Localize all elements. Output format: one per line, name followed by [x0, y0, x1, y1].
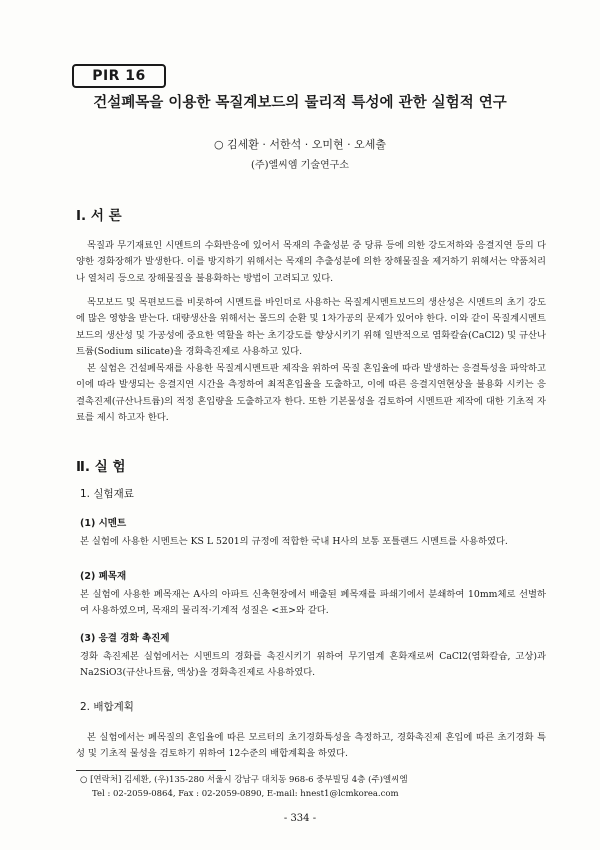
accelerator-heading: (3) 응결 경화 촉진제: [80, 633, 170, 644]
intro-paragraph-3: 본 실험은 건설폐목재를 사용한 목질계시멘트판 제작을 위하여 목질 혼입율에 따라 발생하는 응결특성을 파악하고 이에 따라 발생되는 응결지연 시간을 측정하여 최적혼입율을 도출하고, 이에 따른 응결지연현상을 불용화 시키는 응결촉진제(규산나트륨)의 적정 혼입량을 도출하고자 한다. 또한 기본물성을 검토하여 시멘트판 제작에 대한 기초적 자료를 제시 하고자 한다.: [76, 363, 546, 423]
mix-plan-paragraph: 본 실험에서는 폐목질의 혼입율에 따른 모르터의 초기경화특성을 측정하고, 경화촉진제 혼입에 따른 초기경화 특성 및 기초적 물성을 검토하기 위하여 12수준의 배합계획을 하였다.: [76, 732, 546, 760]
waste-wood-paragraph: 본 실험에 사용한 폐목재는 A사의 아파트 신축현장에서 배출된 폐목재를 파쇄기에서 분쇄하여 10mm체로 선별하여 사용하였으며, 목재의 물리적·기계적 성질은 <표>와 같다.: [80, 589, 546, 617]
footnote-contact: ○ [연락처] 김세환, (우)135-280 서울시 강남구 대치동 968-6 중부빌딩 4층 (주)엘씨엠: [80, 775, 408, 785]
footnote-rule: [76, 770, 226, 771]
intro-paragraph-2: 목모보드 및 목편보드를 비롯하여 시멘트를 바인더로 사용하는 목질계시멘트보드의 생산성은 시멘트의 초기 강도에 많은 영향을 받는다. 대량생산을 위해서는 몰드의 순환 및 1차가공의 문제가 있어야 한다. 이와 같이 목질계시멘트보드의 생산성 및 가공성에 중요한 역할을 하는 초기강도를 향상시키기 위해 일반적으로 염화칼슘(CaCl2) 및 규산나트륨(Sodium silicate)을 경화촉진제로 사용하고 있다.: [76, 297, 546, 357]
page-number: - 334 -: [283, 813, 317, 824]
accelerator-paragraph: 경화 촉진제본 실험에서는 시멘트의 경화를 촉진시키기 위하여 무기염계 혼화재로써 CaCl2(염화칼슘, 고상)과 Na2SiO3(규산나트륨, 액상)을 경화촉진제로 사용하였다.: [80, 651, 546, 679]
section-introduction-heading: Ⅰ. 서 론: [76, 208, 122, 224]
cement-heading: (1) 시멘트: [80, 518, 127, 529]
affiliation: (주)엘씨엠 기술연구소: [251, 160, 349, 171]
intro-paragraph-1: 목질과 무기재료인 시멘트의 수화반응에 있어서 목재의 추출성분 중 당류 등에 의한 강도저하와 응결지연 등의 다양한 경화장해가 발생한다. 이를 방지하기 위해서는 목재의 추출성분에 의한 장해물질을 제거하기 위해서는 약품처리나 열처리 등으로 장해물질을 불용화하는 방법이 고려되고 있다.: [76, 240, 546, 284]
footnote-tel-email: Tel : 02-2059-0864, Fax : 02-2059-0890, E-mail: hnest1@lcmkorea.com: [92, 789, 399, 799]
waste-wood-heading: (2) 폐목재: [80, 571, 127, 582]
session-label: PIR 16: [72, 64, 166, 88]
mix-plan-subheading: 2. 배합계획: [80, 701, 134, 713]
section-experiment-heading: Ⅱ. 실 험: [76, 459, 126, 475]
materials-subheading: 1. 실험재료: [80, 488, 134, 500]
cement-paragraph: 본 실험에 사용한 시멘트는 KS L 5201의 규정에 적합한 국내 H사의 보통 포틀랜드 시멘트를 사용하였다.: [80, 536, 508, 547]
paper-title: 건설폐목을 이용한 목질계보드의 물리적 특성에 관한 실험적 연구: [93, 95, 507, 111]
author-list: ○ 김세환 · 서한석 · 오미현 · 오세출: [213, 138, 387, 151]
